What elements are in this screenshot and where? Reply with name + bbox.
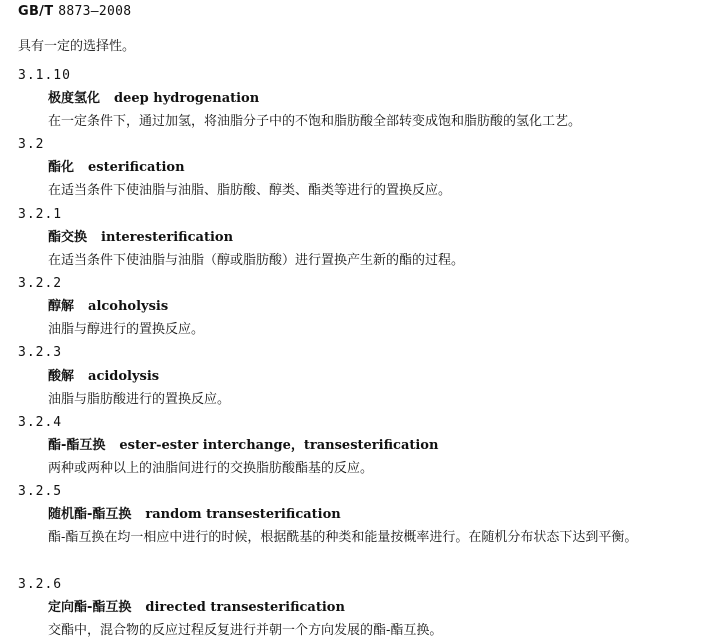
term-en: deep hydrogenation bbox=[114, 91, 260, 106]
term-zh: 酯化 bbox=[48, 160, 75, 175]
term-heading bbox=[48, 368, 159, 386]
clause-number: 3.2.4 bbox=[18, 415, 63, 430]
term-en: directed transesterification bbox=[145, 600, 345, 615]
term-zh: 随机酯-酯互换 bbox=[48, 507, 132, 522]
term-zh: 醇解 bbox=[48, 299, 75, 314]
term-definition: 油脂与醇进行的置换反应。 bbox=[48, 322, 205, 337]
term-heading bbox=[48, 437, 438, 455]
term-zh: 酯-酯互换 bbox=[48, 438, 106, 453]
term-en: acidolysis bbox=[88, 369, 160, 384]
term-heading bbox=[48, 298, 168, 316]
term-definition: 交酯中，混合物的反应过程反复进行并朝一个方向发展的酯-酯互换。 bbox=[48, 623, 443, 638]
clause-number: 3.2.5 bbox=[18, 484, 63, 499]
clause-number: 3.2 bbox=[18, 137, 45, 152]
term-en: ester-ester interchange，transesterification bbox=[119, 438, 439, 453]
term-heading bbox=[48, 229, 233, 247]
term-definition: 两种或两种以上的油脂间进行的交换脂肪酸酯基的反应。 bbox=[48, 461, 374, 476]
term-en: alcoholysis bbox=[88, 299, 169, 314]
term-definition: 在一定条件下，通过加氢，将油脂分子中的不饱和脂肪酸全部转变成饱和脂肪酸的氢化工艺。 bbox=[48, 114, 582, 129]
term-zh: 极度氢化 bbox=[48, 91, 101, 106]
term-en: interesterification bbox=[101, 230, 234, 245]
clause-number: 3.2.1 bbox=[18, 207, 63, 222]
term-heading bbox=[48, 506, 341, 524]
term-heading bbox=[48, 599, 345, 617]
term-heading bbox=[48, 159, 185, 177]
term-en: random transesterification bbox=[145, 507, 341, 522]
clause-number: 3.2.3 bbox=[18, 345, 63, 360]
term-heading bbox=[48, 90, 259, 108]
term-zh: 酯交换 bbox=[48, 230, 88, 245]
standard-code: GB/T bbox=[18, 4, 54, 19]
term-zh: 酸解 bbox=[48, 369, 75, 384]
clause-number: 3.2.2 bbox=[18, 276, 63, 291]
term-definition: 在适当条件下使油脂与油脂（醇或脂肪酸）进行置换产生新的酯的过程。 bbox=[48, 253, 465, 268]
term-en: esterification bbox=[88, 160, 185, 175]
intro-continuation: 具有一定的选择性。 bbox=[18, 39, 136, 54]
standard-number: 8873—2008 bbox=[58, 4, 132, 19]
clause-number: 3.2.6 bbox=[18, 577, 63, 592]
term-definition: 酯-酯互换在均一相应中进行的时候，根据酰基的种类和能量按概率进行。在随机分布状态下达到平衡。 bbox=[48, 530, 638, 545]
term-definition: 油脂与脂肪酸进行的置换反应。 bbox=[48, 392, 231, 407]
term-definition: 在适当条件下使油脂与油脂、脂肪酸、醇类、酯类等进行的置换反应。 bbox=[48, 183, 452, 198]
clause-number: 3.1.10 bbox=[18, 68, 71, 83]
term-zh: 定向酯-酯互换 bbox=[48, 600, 132, 615]
standard-header bbox=[18, 4, 131, 19]
